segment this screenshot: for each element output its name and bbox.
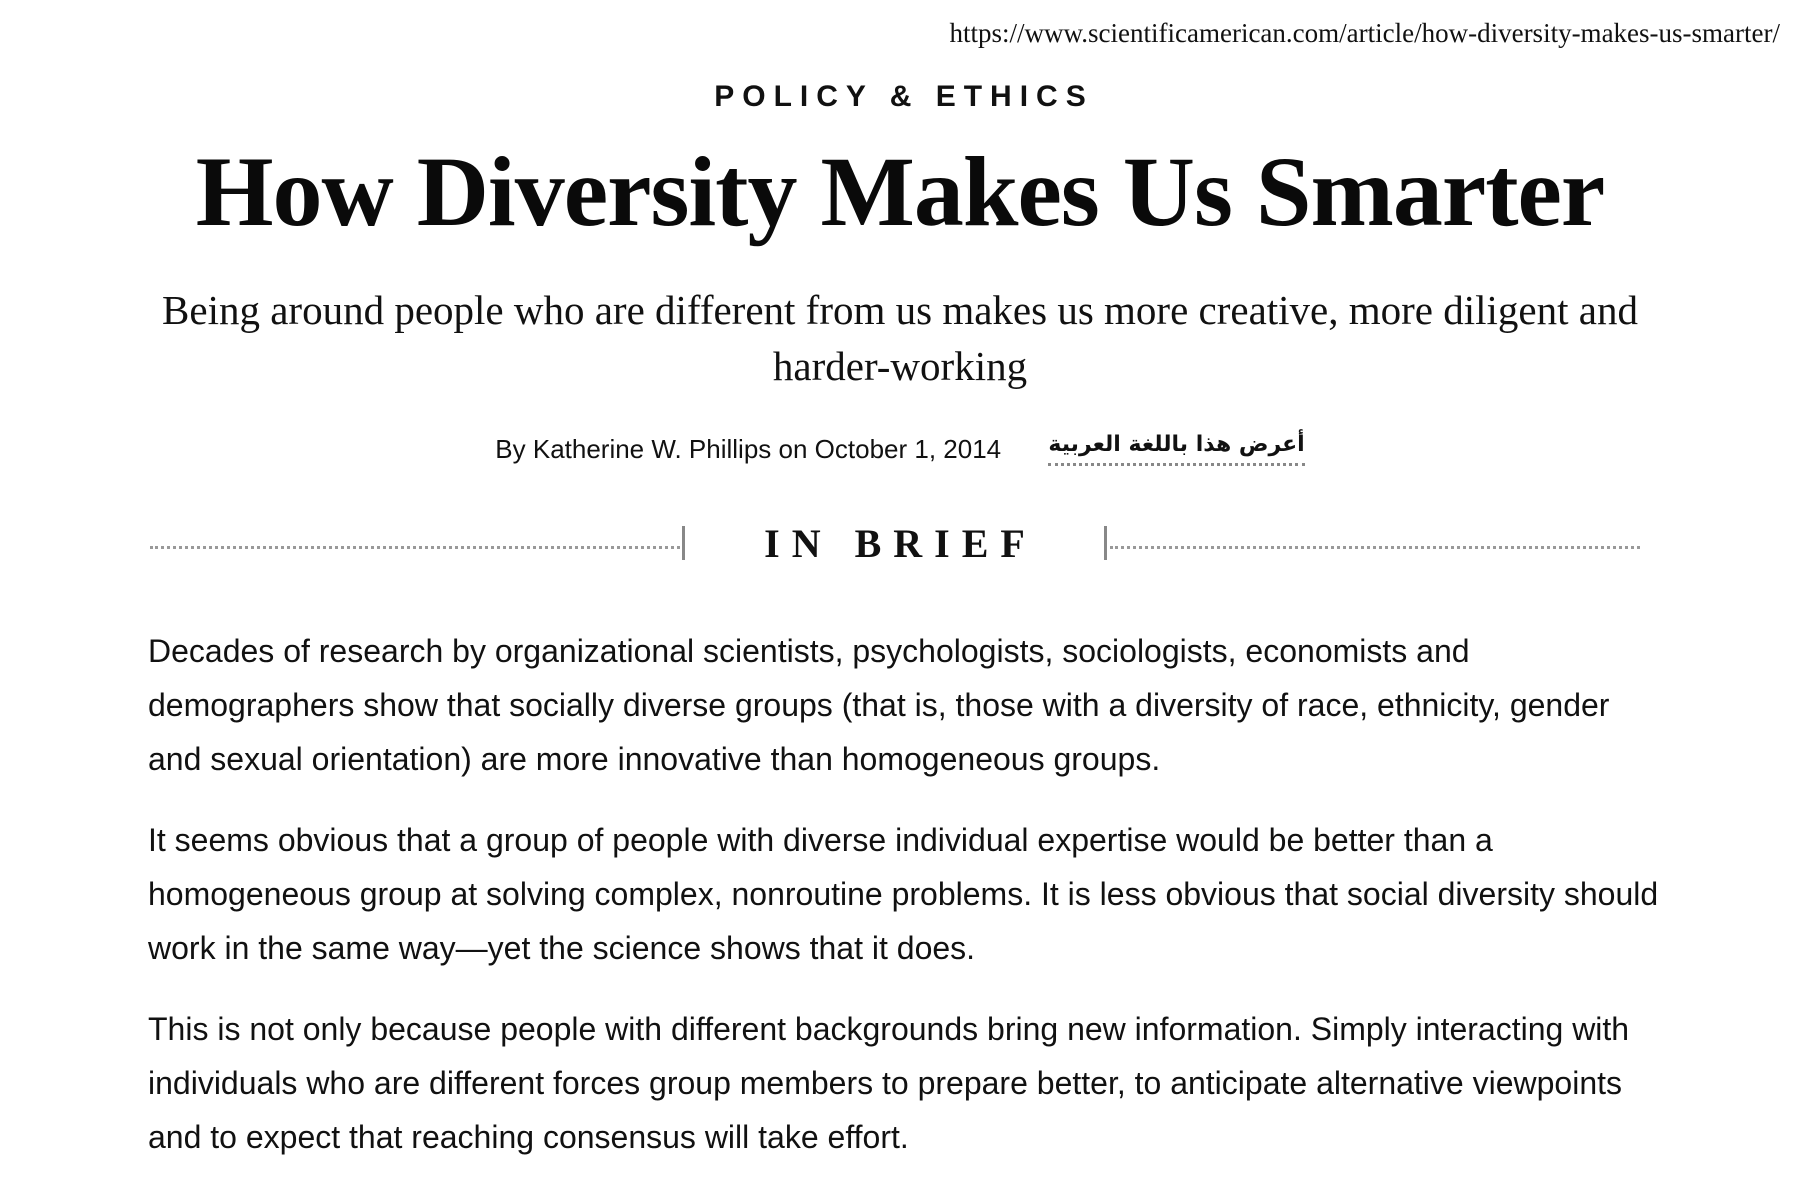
divider-line-right: [1110, 546, 1640, 549]
in-brief-body: [148, 624, 1668, 1191]
byline-row: [0, 432, 1800, 466]
arabic-translation-link[interactable]: أعرض هذا باللغة العربية: [1048, 432, 1304, 466]
category-label[interactable]: POLICY & ETHICS: [714, 80, 1094, 113]
divider-tick-right: [1104, 526, 1107, 560]
in-brief-paragraph-2: It seems obvious that a group of people with diverse individual expertise would be better than a homogeneous group at solving complex, nonroutine problems. It is less obvious that social diversity should work in the same way—yet the science shows that it does.: [148, 822, 1659, 966]
page-url: https://www.scientificamerican.com/article/how-diversity-makes-us-smarter/: [949, 18, 1780, 48]
in-brief-paragraph-1: Decades of research by organizational scientists, psychologists, sociologists, economists and demographers show that socially diverse groups (that is, those with a diversity of race, ethnicity, gender and sexual orientation) are more innovative than homogeneous groups.: [148, 633, 1610, 777]
article-dek: Being around people who are different from us makes us more creative, more diligent and harder-working: [162, 287, 1638, 389]
in-brief-paragraph-3: This is not only because people with different backgrounds bring new information. Simply interacting with individuals who are different forces group members to prepare better, to anticipate alternative viewpoints and to expect that reaching consensus will take effort.: [148, 1011, 1630, 1155]
divider-line-left: [150, 546, 680, 549]
article-headline: How Diversity Makes Us Smarter: [195, 136, 1605, 247]
in-brief-heading: IN BRIEF: [764, 521, 1037, 566]
byline: By Katherine W. Phillips on October 1, 2014: [495, 433, 1002, 464]
in-brief-divider: [150, 521, 1640, 566]
